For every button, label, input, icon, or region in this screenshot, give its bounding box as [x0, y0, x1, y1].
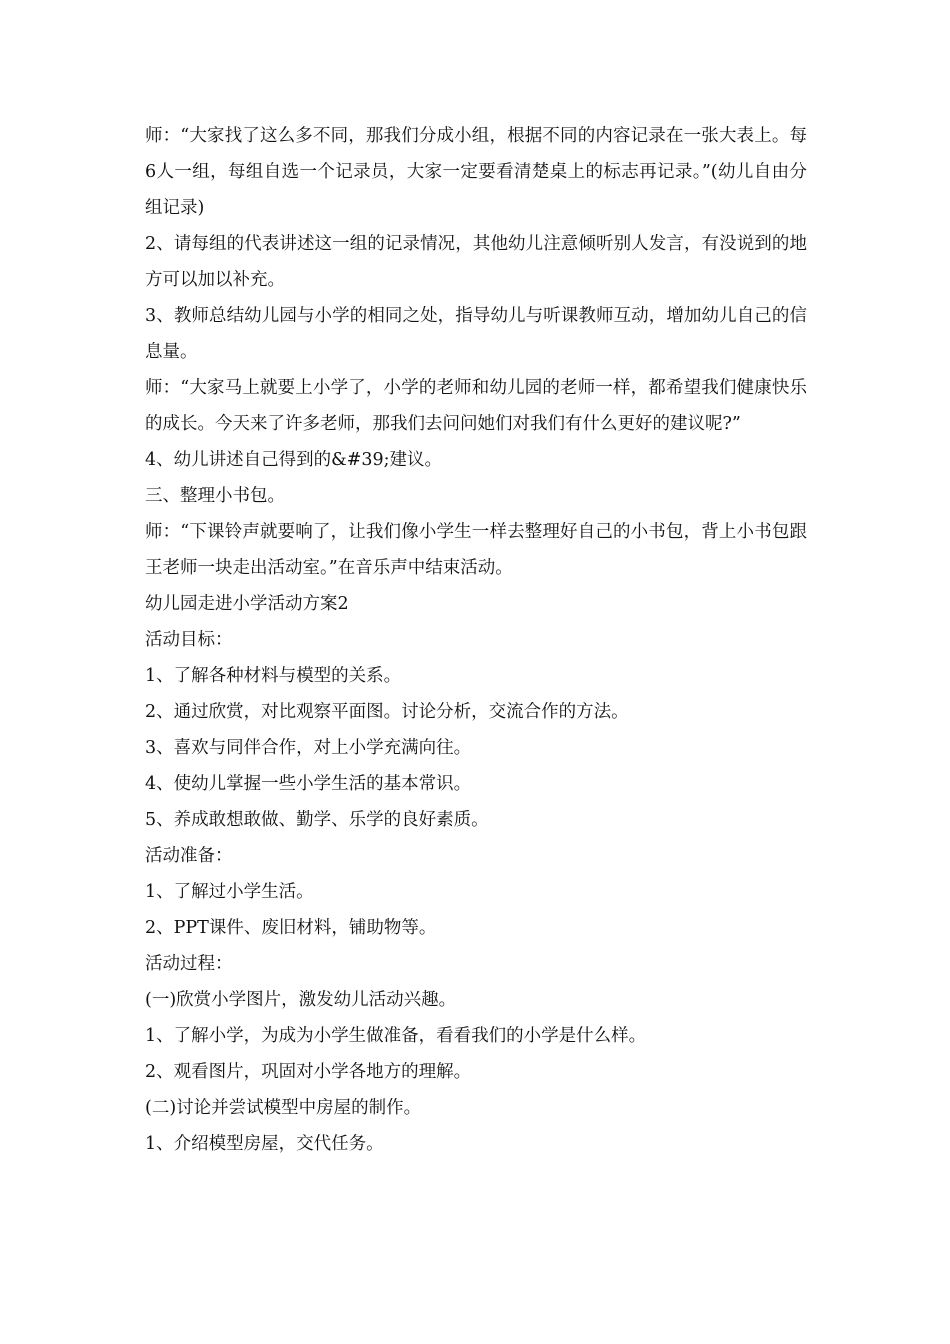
paragraph-step-3-summary: 3、教师总结幼儿园与小学的相同之处，指导幼儿与听课教师互动，增加幼儿自己的信息量。 — [145, 306, 807, 362]
process-item-2: 2、观看图片，巩固对小学各地方的理解。 — [145, 1062, 472, 1082]
paragraph-teacher-group-record: 师：“大家找了这么多不同，那我们分成小组，根据不同的内容记录在一张大表上。每6人一组，每组自选一个记录员，大家一定要看清楚桌上的标志再记录。”(幼儿自由分组记录) — [145, 126, 807, 218]
paragraph-teacher-suggestions: 师：“大家马上就要上小学了，小学的老师和幼儿园的老师一样，都希望我们健康快乐的成长。今天来了许多老师，那我们去问问她们对我们有什么更好的建议呢?” — [145, 378, 807, 434]
goal-item-2: 2、通过欣赏，对比观察平面图。讨论分析，交流合作的方法。 — [145, 702, 629, 722]
process-item-1: 1、了解小学，为成为小学生做准备，看看我们的小学是什么样。 — [145, 1026, 647, 1046]
plan-2-title: 幼儿园走进小学活动方案2 — [145, 594, 349, 614]
document-page — [145, 118, 807, 1162]
section-heading-pack-bag: 三、整理小书包。 — [145, 486, 285, 506]
heading-activity-process: 活动过程： — [145, 954, 233, 974]
goal-item-4: 4、使幼儿掌握一些小学生活的基本常识。 — [145, 774, 472, 794]
prep-item-2: 2、PPT课件、废旧材料，铺助物等。 — [145, 918, 437, 938]
heading-activity-goals: 活动目标： — [145, 630, 233, 650]
goal-item-3: 3、喜欢与同伴合作，对上小学充满向往。 — [145, 738, 472, 758]
paragraph-teacher-bell: 师：“下课铃声就要响了，让我们像小学生一样去整理好自己的小书包，背上小书包跟王老师一块走出活动室。”在音乐声中结束活动。 — [145, 522, 807, 578]
prep-item-1: 1、了解过小学生活。 — [145, 882, 314, 902]
paragraph-step-4-suggestions: 4、幼儿讲述自己得到的&#39;建议。 — [145, 450, 443, 470]
goal-item-1: 1、了解各种材料与模型的关系。 — [145, 666, 402, 686]
process-section-1: (一)欣赏小学图片，激发幼儿活动兴趣。 — [145, 990, 457, 1010]
process-section-2: (二)讨论并尝试模型中房屋的制作。 — [145, 1098, 422, 1118]
process-item-3: 1、介绍模型房屋，交代任务。 — [145, 1134, 384, 1154]
goal-item-5: 5、养成敢想敢做、勤学、乐学的良好素质。 — [145, 810, 489, 830]
paragraph-step-2-report: 2、请每组的代表讲述这一组的记录情况，其他幼儿注意倾听别人发言，有没说到的地方可以加以补充。 — [145, 234, 807, 290]
heading-activity-prep: 活动准备： — [145, 846, 233, 866]
